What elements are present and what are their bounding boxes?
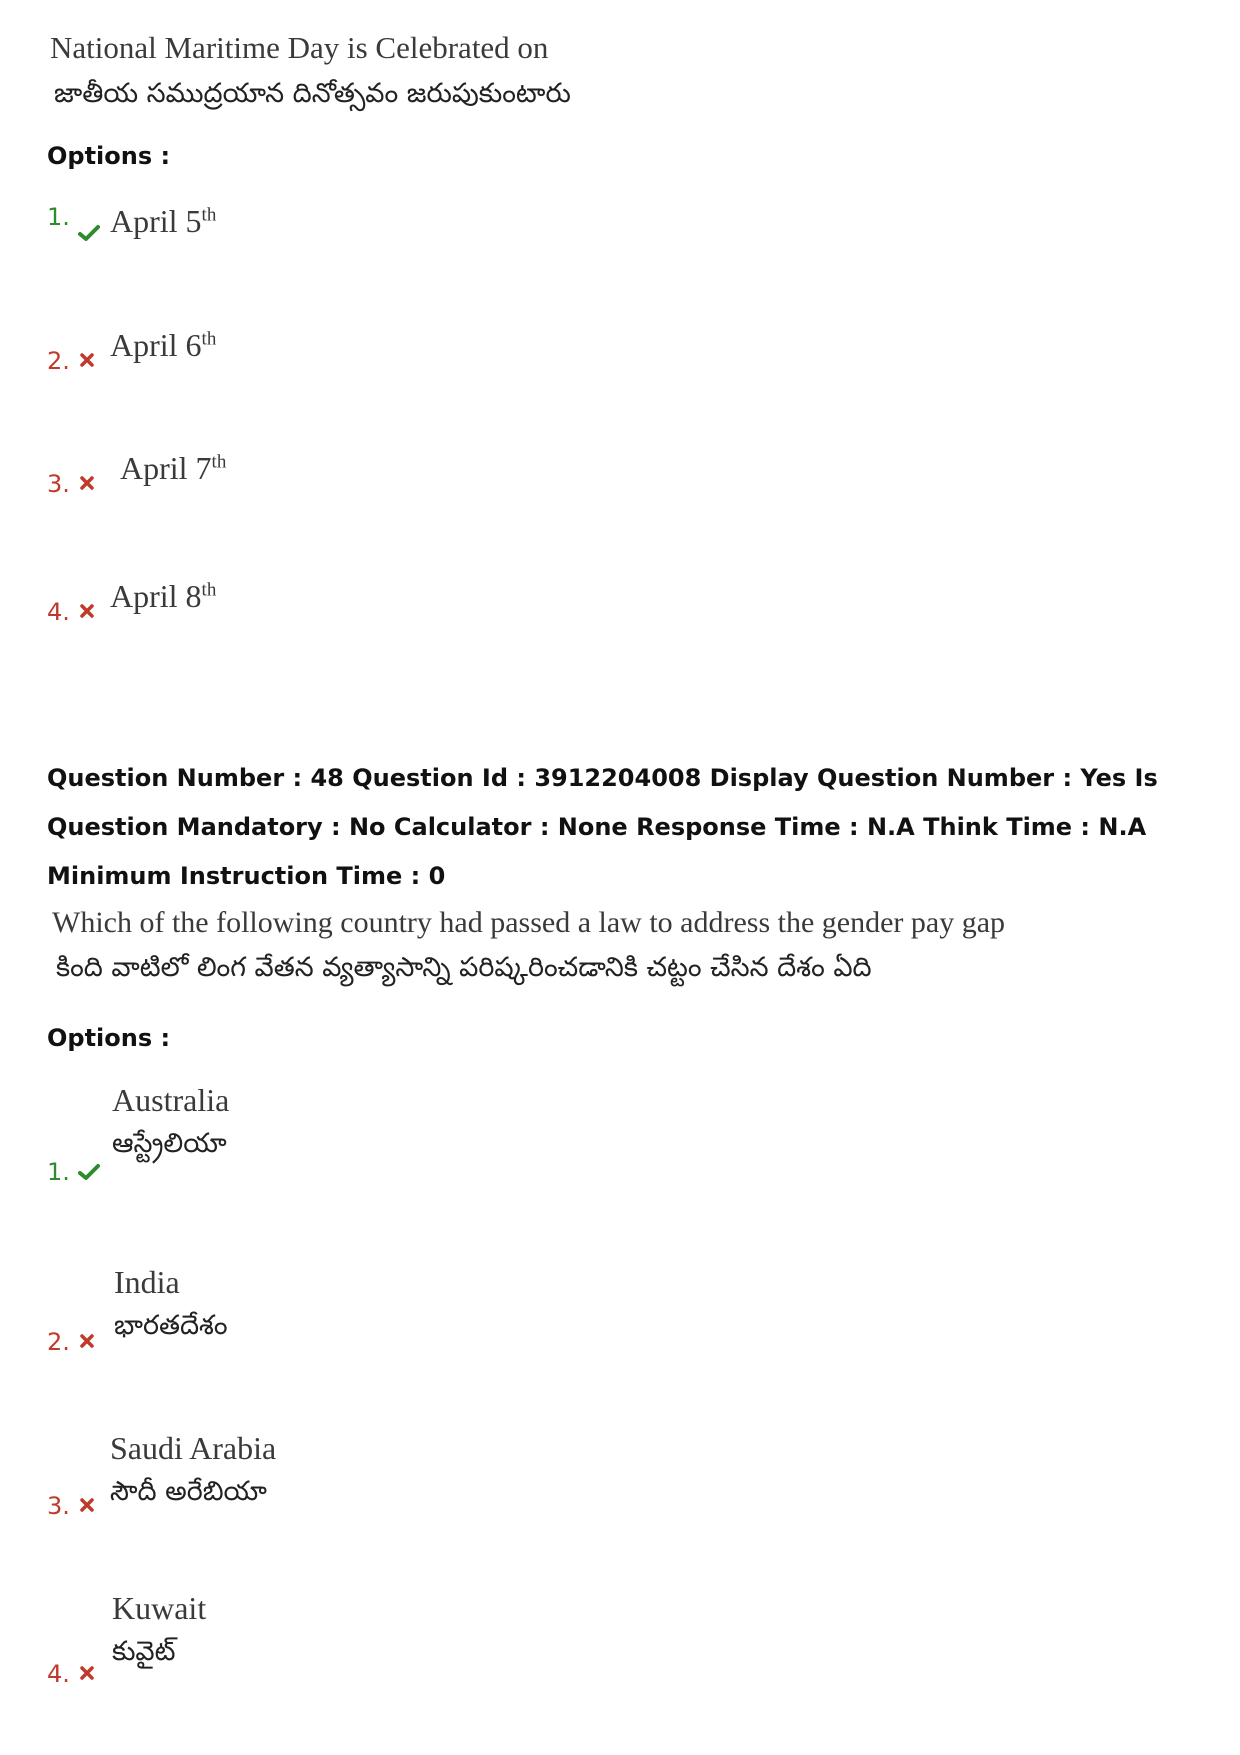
question-1-text-en: National Maritime Day is Celebrated on [50, 30, 549, 65]
q1-option-1[interactable] [47, 203, 70, 231]
q2-option-2[interactable] [47, 1328, 70, 1356]
question-1-text-te: జాతీయ సముద్రయాన దినోత్సవం జరుపుకుంటారు [54, 78, 571, 109]
q2-option-4[interactable] [47, 1660, 70, 1688]
option-number: 3. [47, 1492, 70, 1520]
q2-option-1-te: ఆస్ట్రేలియా [112, 1128, 227, 1159]
cross-icon [80, 476, 94, 490]
q2-option-3-en: Saudi Arabia [110, 1430, 277, 1466]
q2-option-2-te: భారతదేశం [114, 1310, 228, 1341]
q2-option-3-te: సౌదీ అరేబియా [110, 1476, 267, 1507]
option-number: 2. [47, 347, 70, 375]
option-number: 4. [47, 1660, 70, 1688]
q1-option-3[interactable] [47, 470, 70, 498]
check-icon [78, 1163, 100, 1181]
cross-icon [80, 1666, 94, 1680]
q2-option-1-en: Australia [112, 1082, 230, 1118]
q2-option-4-te: కువైట్ [112, 1636, 176, 1667]
question-2-meta: Question Number : 48 Question Id : 3912204008 Display Question Number : Yes Is Question Mandatory : No Calculator : None Response Time : N.A Think Time : N.A Minimum Instruction Time : 0 [47, 764, 1158, 890]
option-number: 1. [47, 1158, 70, 1186]
q1-option-4-text: April 8th [110, 578, 217, 614]
q1-option-4[interactable] [47, 598, 70, 626]
cross-icon [80, 604, 94, 618]
option-number: 1. [47, 203, 70, 231]
question-2-options-label: Options : [47, 1024, 171, 1052]
question-2-text-te: కింది వాటిలో లింగ వేతన వ్యత్యాసాన్ని పరిష్కరించడానికి చట్టం చేసిన దేశం ఏది [56, 952, 872, 983]
check-icon [78, 224, 100, 242]
q1-option-1-text: April 5th [110, 203, 217, 239]
option-number: 2. [47, 1328, 70, 1356]
option-number: 3. [47, 470, 70, 498]
question-2-text-en: Which of the following country had passed a law to address the gender pay gap [52, 906, 1006, 939]
cross-icon [80, 1498, 94, 1512]
q2-option-1[interactable] [47, 1158, 70, 1186]
q1-option-2[interactable] [47, 347, 70, 375]
question-1-options-label: Options : [47, 142, 171, 170]
q2-option-3[interactable] [47, 1492, 70, 1520]
q1-option-2-text: April 6th [110, 327, 217, 363]
option-number: 4. [47, 598, 70, 626]
cross-icon [80, 353, 94, 367]
q2-option-2-en: India [114, 1264, 180, 1300]
q1-option-3-text: April 7th [120, 450, 227, 486]
q2-option-4-en: Kuwait [112, 1590, 207, 1626]
cross-icon [80, 1334, 94, 1348]
